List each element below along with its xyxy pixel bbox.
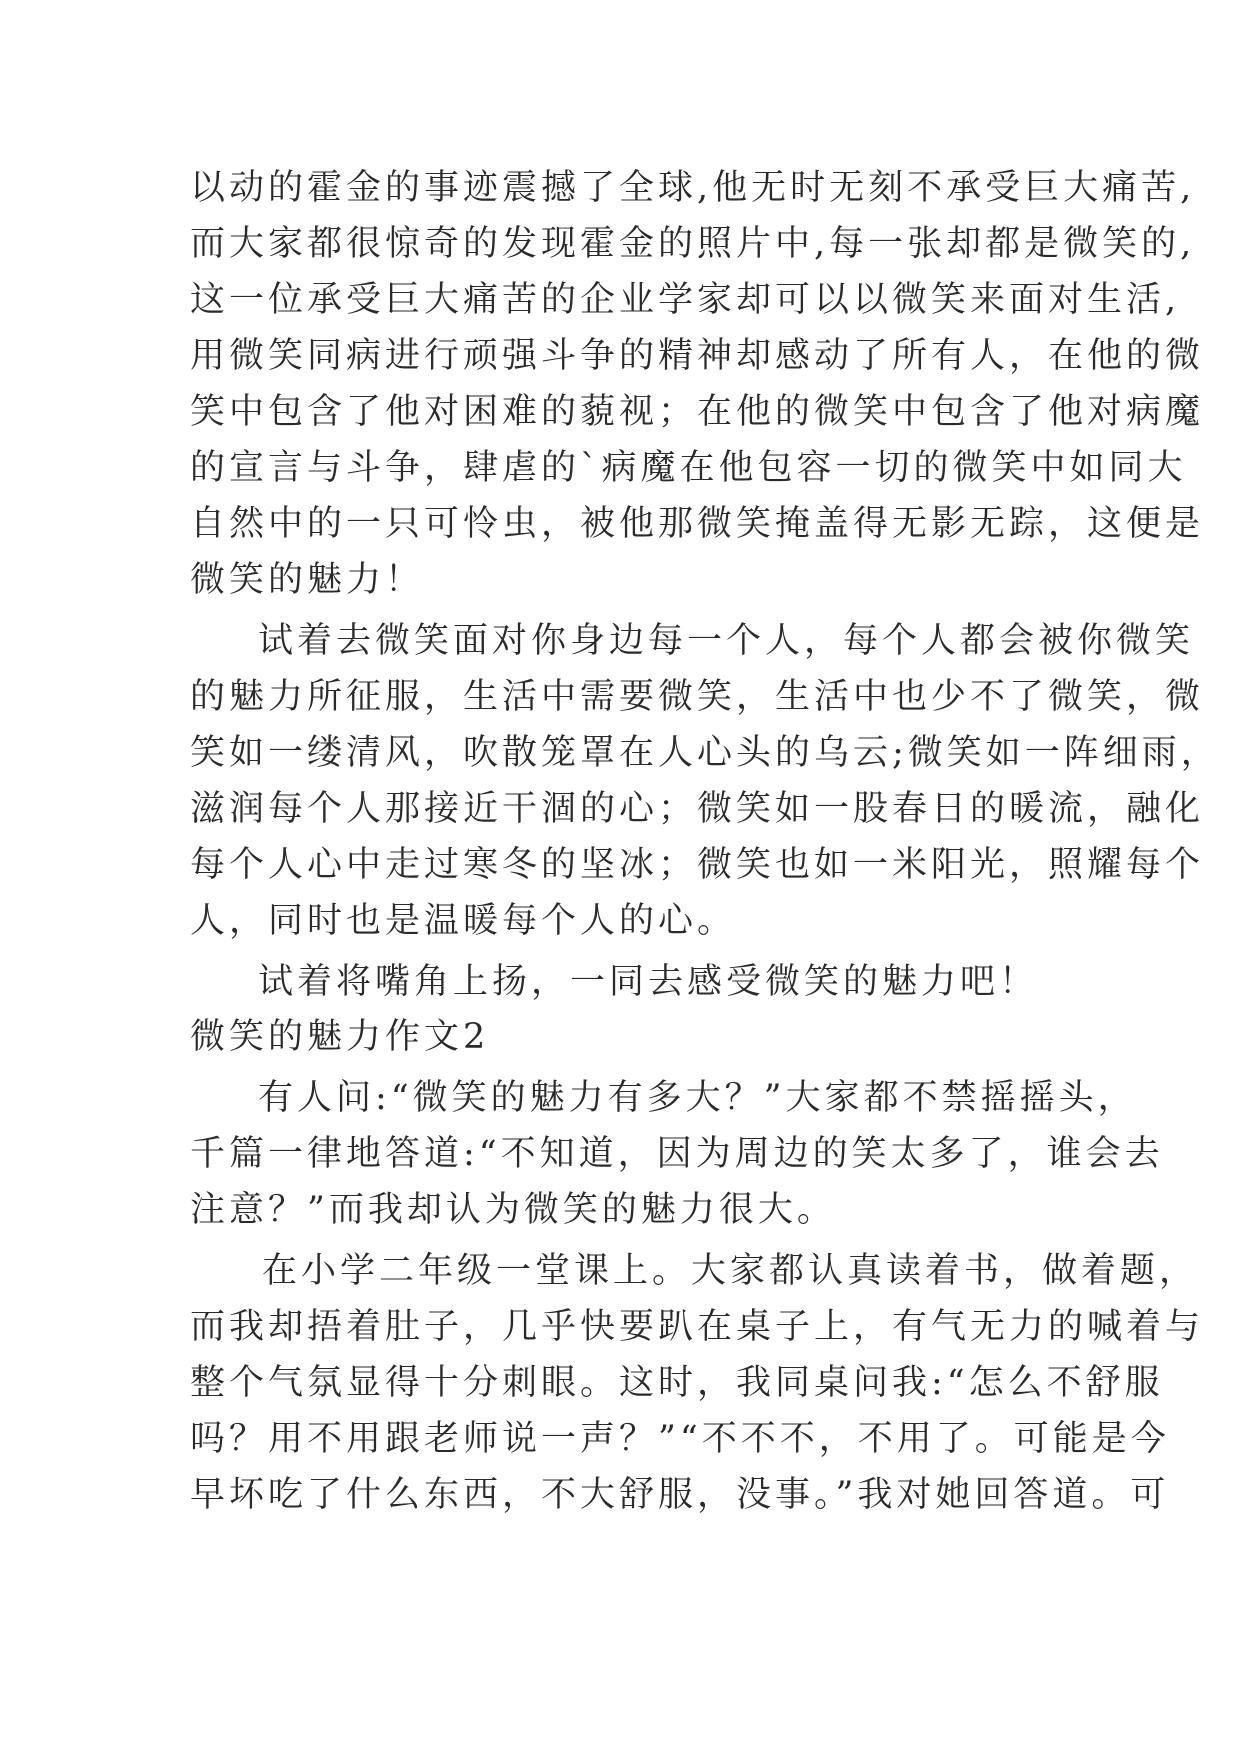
text-line: 的魅力所征服，生活中需要微笑，生活中也少不了微笑，微	[190, 677, 1205, 717]
text-line: 用微笑同病进行顽强斗争的精神却感动了所有人，在他的微	[190, 336, 1205, 376]
paragraph-first-line: 有人问:“微笑的魅力有多大？”大家都不禁摇摇头，	[258, 1078, 1137, 1118]
text-line: 的宣言与斗争，肆虐的`病魔在他包容一切的微笑中如同大	[190, 448, 1187, 488]
text-line: 而我却捂着肚子，几乎快要趴在桌子上，有气无力的喊着与	[190, 1307, 1205, 1347]
text-line: 整个气氛显得十分刺眼。这时，我同桌问我:“怎么不舒服	[190, 1363, 1164, 1403]
text-line: 每个人心中走过寒冬的坚冰；微笑也如一米阳光，照耀每个	[190, 845, 1205, 885]
text-line: 滋润每个人那接近干涸的心；微笑如一股春日的暖流，融化	[190, 789, 1205, 829]
text-line: 笑中包含了他对困难的藐视；在他的微笑中包含了他对病魔	[190, 392, 1205, 432]
text-line: 注意？”而我却认为微笑的魅力很大。	[190, 1190, 836, 1230]
text-line: 这一位承受巨大痛苦的企业学家却可以以微笑来面对生活,	[190, 280, 1181, 320]
text-line: 自然中的一只可怜虫，被他那微笑掩盖得无影无踪，这便是	[190, 504, 1205, 544]
text-line: 而大家都很惊奇的发现霍金的照片中,每一张却都是微笑的,	[190, 224, 1196, 264]
text-line: 吗？用不用跟老师说一声？”“不不不，不用了。可能是今	[190, 1419, 1170, 1459]
text-line: 以动的霍金的事迹震撼了全球,他无时无刻不承受巨大痛苦,	[190, 168, 1196, 208]
text-line: 笑如一缕清风，吹散笼罩在人心头的乌云;微笑如一阵细雨，	[190, 733, 1220, 773]
text-line: 人，同时也是温暖每个人的心。	[190, 901, 737, 941]
paragraph-first-line: 试着去微笑面对你身边每一个人，每个人都会被你微笑	[258, 621, 1195, 661]
text-line: 早坏吃了什么东西，不大舒服，没事。”我对她回答道。可	[190, 1475, 1170, 1515]
section-heading: 微笑的魅力作文2	[190, 1017, 490, 1057]
text-line: 微笑的魅力！	[190, 560, 425, 600]
paragraph-first-line: 试着将嘴角上扬，一同去感受微笑的魅力吧！	[258, 962, 1039, 1002]
paragraph-first-line: 在小学二年级一堂课上。大家都认真读着书，做着题，	[262, 1251, 1199, 1291]
text-line: 千篇一律地答道:“不知道，因为周边的笑太多了，谁会去	[190, 1134, 1164, 1174]
